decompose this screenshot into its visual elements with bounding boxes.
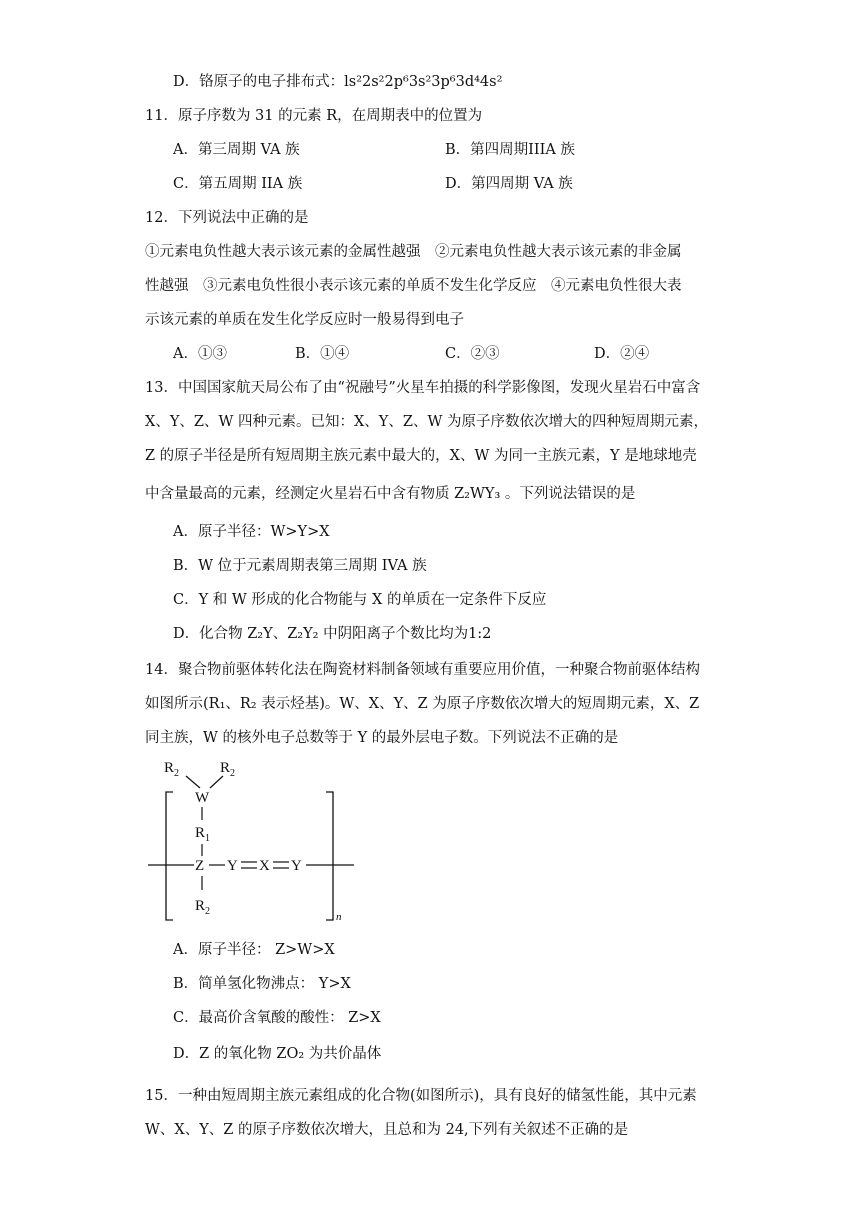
q14-text-line-2: 如图所示(R₁、R₂ 表示烃基)。W、X、Y、Z 为原子序数依次增大的短周期元素，X、Z (145, 696, 700, 712)
q14-option-d: D．Z 的氧化物 ZO₂ 为共价晶体 (173, 1046, 382, 1062)
figure-x: X (259, 858, 270, 874)
q12-text-line-2: 性越强 ③元素电负性很小表示该元素的单质不发生化学反应 ④元素电负性很大表 (145, 278, 682, 294)
figure-r1-sub: 1 (205, 833, 210, 844)
q13-text-line-1: 13．中国国家航天局公布了由“祝融号”火星车拍摄的科学影像图，发现火星岩石中富含 (145, 380, 701, 396)
figure-r2-left-sub: 2 (174, 768, 179, 779)
q13-option-d: D．化合物 Z₂Y、Z₂Y₂ 中阴阳离子个数比均为1:2 (173, 626, 492, 642)
figure-r2-right-sub: 2 (230, 768, 235, 779)
q12-text-line-1: ①元素电负性越大表示该元素的金属性越强 ②元素电负性越大表示该元素的非金属 (145, 244, 682, 260)
left-bracket (166, 792, 173, 920)
q14-option-b: B．简单氢化物沸点： Y>X (173, 976, 351, 992)
figure-r2-bottom: R (195, 898, 206, 914)
q11-option-b: B．第四周期IIIA 族 (445, 142, 575, 158)
figure-y1: Y (227, 858, 238, 874)
figure-r2-bottom-sub: 2 (205, 906, 210, 917)
q13-option-b: B．W 位于元素周期表第三周期 IVA 族 (173, 558, 427, 574)
figure-r2-left: R (164, 760, 175, 776)
q11-option-d: D．第四周期 VA 族 (445, 176, 573, 192)
figure-r2-right: R (220, 760, 231, 776)
q12-option-b: B．①④ (295, 346, 350, 362)
q12-stem: 12．下列说法中正确的是 (145, 210, 309, 226)
polymer-structure-figure (140, 752, 380, 922)
q15-text-line-1: 15．一种由短周期主族元素组成的化合物(如图所示)，具有良好的储氢性能，其中元素 (145, 1088, 697, 1104)
q11-option-c: C．第五周期 IIA 族 (173, 176, 303, 192)
figure-r1: R (195, 825, 206, 841)
q11-stem: 11．原子序数为 31 的元素 R，在周期表中的位置为 (145, 108, 483, 124)
figure-z: Z (195, 858, 205, 874)
q11-option-a: A．第三周期 VA 族 (173, 142, 300, 158)
q14-text-line-1: 14．聚合物前驱体转化法在陶瓷材料制备领域有重要应用价值，一种聚合物前驱体结构 (145, 662, 700, 678)
q13-text-line-2: X、Y、Z、W 四种元素。已知：X、Y、Z、W 为原子序数依次增大的四种短周期元素， (145, 414, 708, 430)
bond-r2-w-right (210, 776, 223, 788)
q12-option-d: D．②④ (594, 346, 650, 362)
figure-y2: Y (291, 858, 302, 874)
q12-text-line-3: 示该元素的单质在发生化学反应时一般易得到电子 (145, 312, 464, 328)
bond-r2-w-left (186, 776, 200, 788)
q13-option-c: C．Y 和 W 形成的化合物能与 X 的单质在一定条件下反应 (173, 592, 547, 608)
q14-option-a: A．原子半径： Z>W>X (173, 942, 335, 958)
q15-text-line-2: W、X、Y、Z 的原子序数依次增大，且总和为 24,下列有关叙述不正确的是 (145, 1122, 629, 1138)
q13-text-line-3: Z 的原子半径是所有短周期主族元素中最大的，X、W 为同一主族元素，Y 是地球地壳 (145, 448, 697, 464)
q13-option-a: A．原子半径：W>Y>X (173, 524, 330, 540)
q12-option-c: C．②③ (445, 346, 500, 362)
q12-option-a: A．①③ (173, 346, 227, 362)
q14-text-line-3: 同主族，W 的核外电子总数等于 Y 的最外层电子数。下列说法不正确的是 (145, 730, 619, 746)
q14-option-c: C．最高价含氧酸的酸性： Z>X (173, 1010, 381, 1026)
figure-w: W (195, 790, 210, 806)
q10-option-d: D．铬原子的电子排布式：ls²2s²2p⁶3s²3p⁶3d⁴4s² (173, 74, 503, 90)
q13-text-line-4: 中含量最高的元素，经测定火星岩石中含有物质 Z₂WY₃ 。下列说法错误的是 (145, 486, 636, 502)
figure-n: n (336, 911, 342, 922)
right-bracket (326, 792, 333, 920)
